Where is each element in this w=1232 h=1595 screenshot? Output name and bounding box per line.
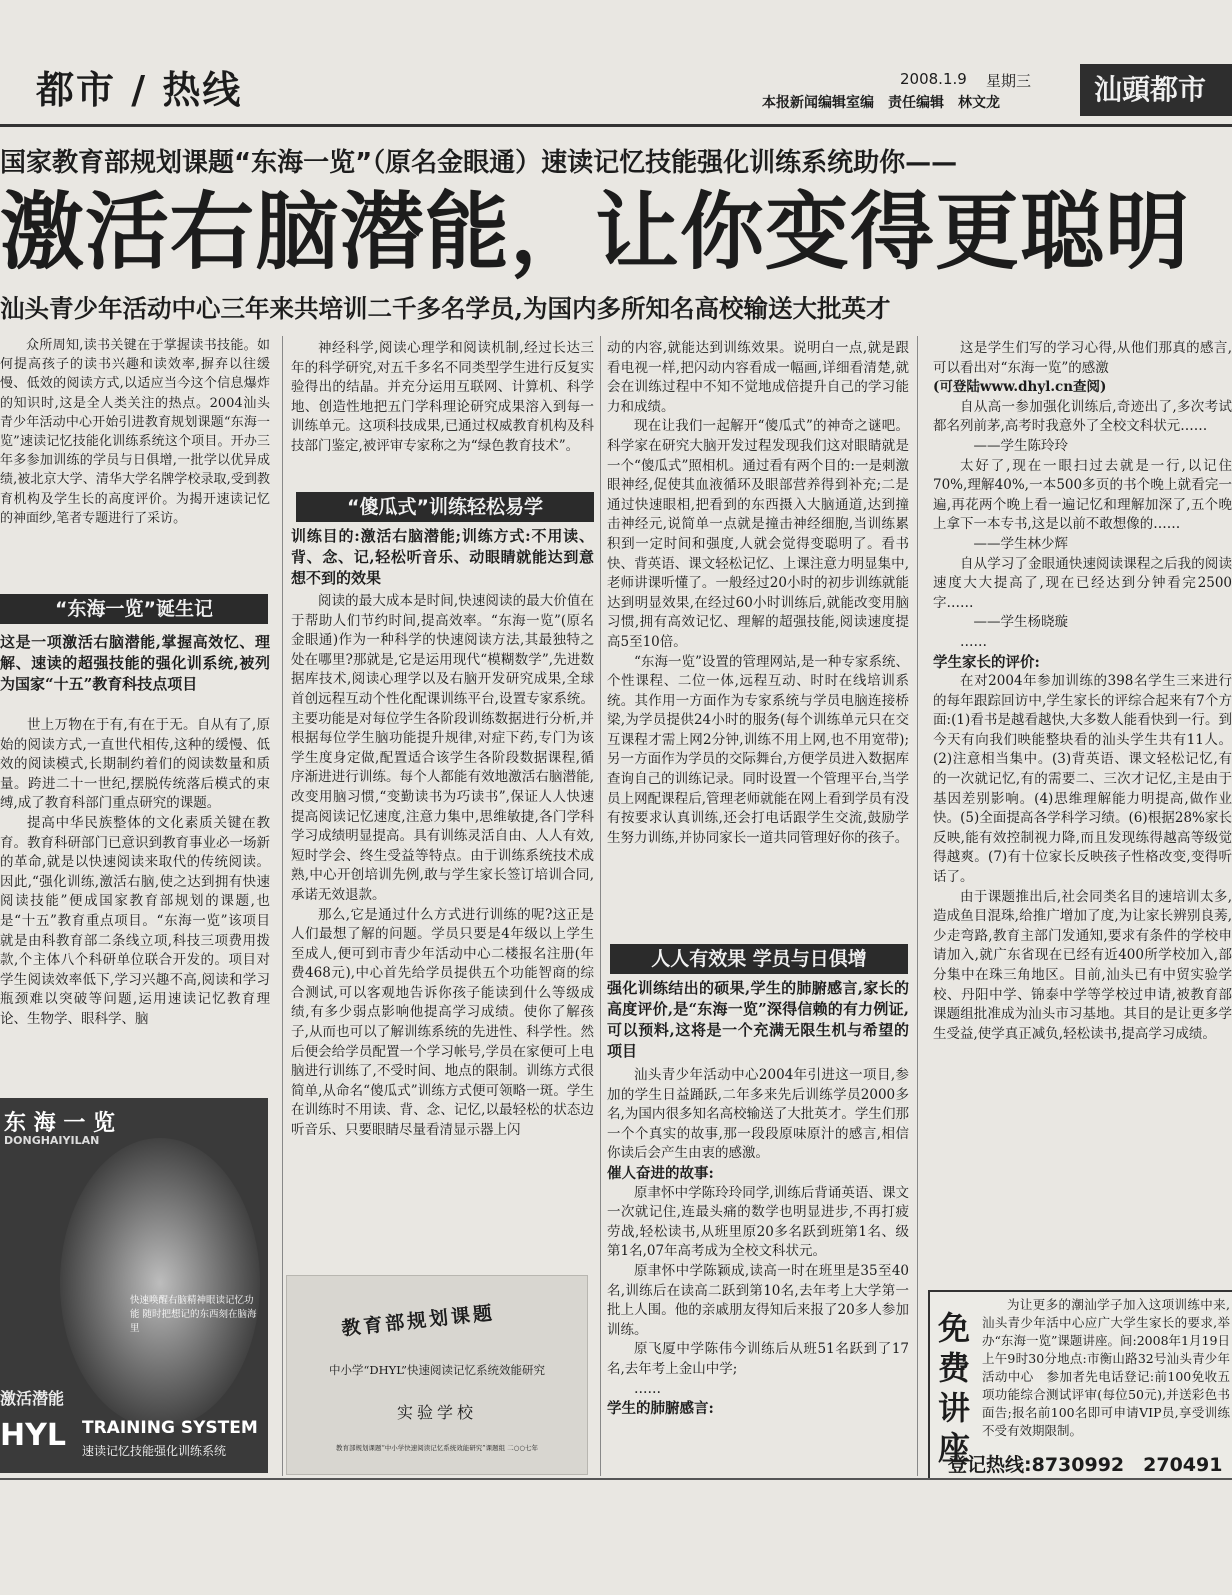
registration-hotline: 登记热线:8730992 270491 xyxy=(948,1454,1223,1476)
editor-line: 本报新闻编辑室编 责任编辑 林文龙 xyxy=(762,95,1000,111)
quote-1-signature: ——学生陈玲玲 xyxy=(973,437,1068,454)
training-system-ad xyxy=(0,1098,268,1473)
col2-body-top xyxy=(291,339,594,457)
quote-3: 自从学习了金眼通快速阅读课程之后我的阅读速度大大提高了,现在已经达到分钟看完2500字…… xyxy=(933,555,1232,611)
masthead xyxy=(0,60,1232,126)
cert-title: 教育部规划课题 xyxy=(340,1302,496,1340)
quote-2-signature: ——学生林少辉 xyxy=(973,535,1068,552)
free-lecture-text: 为让更多的潮汕学子加入这项训练中来,汕头青少年活中心应广大学生家长的要求,举办“东海一览”课题讲座。间:2008年1月19日上午9时30分地点:市衡山路32号汕头青少年活动中心 参加者先电话登记:前100免收五项功能综合测试评审(每位50元),并送彩色书面告;报名前100名即可申请VIP员,享受训练不受有效期限制。 xyxy=(982,1297,1230,1438)
story-2: 原聿怀中学陈颖成,读高一时在班里是35至40名,训练后在读高二跃到第10名,去年考上大学第一批上人围。他的亲戚朋友得知后来报了20多人参加训练。 xyxy=(607,1262,909,1338)
ad-subtitle: 速读记忆技能强化训练系统 xyxy=(82,1444,227,1458)
paper-name: 汕頭都市 xyxy=(1094,73,1207,106)
col1-divider xyxy=(282,336,283,1476)
section-title: 都市 / 热线 xyxy=(36,68,243,112)
story-1: 原聿怀中学陈玲玲同学,训练后背诵英语、课文一次就记住,连最头痛的数学也明显进步,不再打疲劳战,轻松读书,从班里原20多名跃到班第1名、级第1名,07年高考成为全校文科状元。 xyxy=(607,1184,909,1260)
col4-p1: 这是学生们写的学习心得,从他们那真的感言,可以看出对“东海一览”的感激 xyxy=(933,340,1232,376)
story-3: 原飞厦中学陈伟今训练后从班51名跃到了17名,去年考上金山中学; xyxy=(607,1341,909,1377)
col3-p1: 动的内容,就能达到训练效果。说明白一点,就是跟看电视一样,把闪动内容看成一幅画,详细看清楚,就会在训练过程中不知不觉地成倍提升自己的学习能力和成绩。 xyxy=(607,340,909,415)
col3-box-lead: 强化训练结出的硕果,学生的肺腑感言,家长的高度评价,是“东海一览”深得信赖的有力例证,可以预料,这将是一个充满无限生机与希望的项目 xyxy=(607,979,909,1060)
headline-kicker: 国家教育部规划课题“东海一览”（原名金眼通）速读记忆技能强化训练系统助你—— xyxy=(0,148,958,178)
col2-p1: 神经科学,阅读心理学和阅读机制,经过长达三年的科学研究,对五千多名不同类型学生进行反复实验得出的结晶。并充分运用互联网、计算机、科学地、创造性地把五门学科理论研究成果溶入到每一训练单元。这项科技成果,已通过权威教育机构及科技部门鉴定,被评审专家称之为“绿色教育技术”。 xyxy=(291,340,594,454)
quote-1: 自从高一参加强化训练后,奇迹出了,多次考试都名列前茅,高考时我意外了全校文科状元…… xyxy=(933,398,1232,435)
col3-box-title: 人人有效果 学员与日俱增 xyxy=(610,944,908,974)
col1-lead xyxy=(0,336,270,528)
story-dots: …… xyxy=(634,1380,661,1397)
ad-left-text: 激活潜能 xyxy=(0,1389,65,1408)
col2-box-title: “傻瓜式”训练轻松易学 xyxy=(296,492,594,522)
col1-p2: 提高中华民族整体的文化素质关键在教育。教育科研部门已意识到教育事业必一场新的革命,就是以快速阅读来取代的传统阅读。因此,“强化训练,激活右脑,使之达到拥有快速阅读技能”便成国家教育部规划的课题,也是“十五”教育重点项目。“东海一览”该项目就是由科教育部二条线立项,科技三项费用拨款,个主体八个科研单位联合开发的。项目对学生阅读效率低下,学习兴趣不高,阅读和学习瓶颈难以突破等问题,运用速读记忆教育理论、生物学、眼科学、脑 xyxy=(0,814,270,1027)
headline-main: 激活右脑潜能，让你变得更聪明 xyxy=(0,183,1191,281)
quote-3-signature: ——学生杨晓璇 xyxy=(973,614,1068,631)
col4-p2: 在对2004年参加训练的398名学生三来进行的每年跟踪回访中,学生家长的评综合起来有7个方面:(1)看书是越看越快,大多数人能看快到一行。到今天有向我们映能整块看的汕头学生共有11人。(2)注意相当集中。(3)背英语、课文轻松记忆,有的一次就记忆,有的需要二、三次才记忆,主是由于基因差别影响。(4)思维理解能力明提高,做作业快。(5)全面提高各学科学习绩。(6)根据28%家长反映,能有效控制视力降,而且发现练得越高等级觉得越爽。(7)有十位家长反映孩子性格改变,变得听话了。 xyxy=(933,673,1232,886)
col2-divider xyxy=(600,336,601,1476)
certificate-image xyxy=(286,1275,588,1475)
bottom-rule xyxy=(0,1478,1232,1480)
col1-box-lead: 这是一项激活右脑潜能,掌握高效忆、理解、速读的超强技能的强化训系统,被列为国家“十五”教育科技点项目 xyxy=(0,633,270,693)
ad-system: TRAINING SYSTEM xyxy=(82,1418,258,1438)
col3-divider xyxy=(917,336,918,1476)
col3-p4: 汕头青少年活动中心2004年引进这一项目,参加的学生日益踊跃,二年多来先后训练学员2000多名,为国内很多知名高校输送了大批英才。学生们那一个个真实的故事,那一段段原味原汁的感言,相信你读后会产生由衷的感激。 xyxy=(607,1067,909,1162)
col3-body-top xyxy=(607,339,909,848)
col2-box-lead: 训练目的:激活右脑潜能;训练方式:不用读、背、念、记,轻松听音乐、动眼睛就能达到意想不到的效果 xyxy=(291,527,594,587)
story-heading: 催人奋进的故事: xyxy=(607,1164,714,1182)
col3-p3: “东海一览”设置的管理网站,是一种专家系统、个性课程、二位一体,远程互动、时时在线培训系统。其作用一方面作为专家系统与学员电脑连接桥梁,为学员提供24小时的服务(每个训练单元只在交互课程才需上网2分钟,训练不用上网,也不用宽带);另一方面作为学员的交际舞台,方便学员进入数据库查询自己的训练记录。同时设置一个管理平台,当学员上网配课程后,管理老师就能在网上看到学员有没有按要求认真训练,还会打电话跟学生交流,鼓励学生努力训练,并协同家长一道共同管理好你的孩子。 xyxy=(607,653,909,846)
col2-body xyxy=(291,592,594,1141)
col4-p3: 由于课题推出后,社会同类名目的速培训太多,造成鱼目混珠,给推广增加了度,为让家长辨别良莠,少走弯路,教育主部门发通知,要求有条件的学校申请加入,就广东省现在已经有近400所学校加入,部分集中在珠三角地区。目前,汕头已有中贸实验学校、丹阳中学、锦泰中学等学校过申请,被教育部课题组批准成为汕头市习基地。其目的是让更多学生受益,使学真正减负,轻松读书,提高学习成绩。 xyxy=(933,888,1232,1042)
feedback-heading: 学生的肺腑感言: xyxy=(607,1400,714,1418)
ad-logo: HYL xyxy=(0,1418,66,1453)
col2-p2: 阅读的最大成本是时间,快速阅读的最大价值在于帮助人们节约时间,提高效率。“东海一览”(原名金眼通)作为一种科学的快速阅读方法,其最独特之处在哪里?那就是,它是运用现代“模糊数学”,先进数据库技术,阅读心理学以及右脑开发研究成果,全球首创远程互动个性化配课训练平台,设置专家系统。主要功能是对每位学生各阶段训练数据进行分析,并根据每位学生脑功能提升规律,对症下药,专门为该学生度身定做,配置适合该学生各阶段数据课程,循序渐进进行训练。每个人都能有效地激活右脑潜能,改变用脑习惯,“变勤读书为巧读书”,保证人人快速提高阅读记忆速度,注意力集中,思维敏捷,各门学科学习成绩明显提高。具有训练灵活自由、人人有效,短时学会、终生受益等特点。由于训练系统技术成熟,中心开创培训先例,敢与学生家长签订培训合同,承诺无效退款。 xyxy=(291,593,594,903)
ad-brand: 东 海 一 览 xyxy=(4,1111,115,1136)
col4-website: (可登陆www.dhyl.cn查阅) xyxy=(933,379,1107,396)
col2-p3: 那么,它是通过什么方式进行训练的呢?这正是人们最想了解的问题。学员只要是4年级以上学生至成人,便可到市青少年活动中心二楼报名注册(年费468元),中心首先给学员提供五个功能智商的综合测试,可以客观地告诉你孩子能读到什么等级成绩,有多少弱点影响他提高学习成绩。使你了解孩子,从而也可以了解训练系统的先进性、科学性。然后便会给学员配置一个学习帐号,学员在家便可上电脑进行训练了,不受时间、地点的限制。训练方式很简单,从命名“傻瓜式”训练方式便可领略一斑。学生在训练时不用读、背、念、记忆,以最轻松的状态边听音乐、只要眼睛尽量看清显示器上闪 xyxy=(291,906,594,1139)
ad-pinyin: DONGHAIYILAN xyxy=(4,1134,100,1147)
ad-caption: 快速唤醒右脑精神眼读记忆功能 随时把想记的东西刻在脑海里 xyxy=(130,1295,257,1334)
paper-name-box xyxy=(1080,64,1232,116)
col1-lead-text: 众所周知,读书关键在于掌握读书技能。如何提高孩子的读书兴趣和读效率,摒弃以往缓慢、低效的阅读方式,以适应当今这个信息爆炸的知识时,这是全人类关注的热点。2004汕头青少年活动中心开始引进教育规划课题“东海一览”速读记忆技能化训练系统这个项目。开办三年多参加训练的学员与日俱增,一批学以优异成绩,被北京大学、清华大学名牌学校录取,受到教育机构及学生长的高度评价。为揭开速读记忆的神面纱,笔者专题进行了采访。 xyxy=(0,338,270,526)
ad-figure-glow xyxy=(60,1138,260,1428)
issue-weekday: 星期三 xyxy=(986,72,1032,90)
col1-p1: 世上万物在于有,有在于无。自从有了,原始的阅读方式,一直世代相传,这种的缓慢、低效的阅读模式,长期制约着们的阅读数量和质量。跨进二十一世纪,摆脱传统落后模式的束缚,成了教育科部门重点研究的课题。 xyxy=(0,717,270,812)
issue-date: 2008.1.9 xyxy=(900,70,967,88)
col3-p2: 现在让我们一起解开“傻瓜式”的神奇之谜吧。科学家在研究大脑开发过程发现我们这对眼睛就是一个“傻瓜式”照相机。通过看有两个目的:一是刺激眼神经,促使其血液循环及眼部营养得到补充;二是通过快速眼相,把看到的东西摄入大脑通道,达到撞击神经元,说简单一点就是撞击神经细胞,当训练累积到一定时间和强度,人就会觉得变聪明了。看书快、背英语、课文轻松记忆、上课注意力明显集中,老师讲课听懂了。一般经过20小时的初步训练就能达到明显效果,在经过60小时训练后,就能改变用脑习惯,拥有高效记忆、理解的超强技能,阅读速度提高5至10倍。 xyxy=(607,418,909,650)
cert-school: 实验学校 xyxy=(396,1403,477,1422)
col4-body xyxy=(933,339,1232,1044)
cert-small: 教育部规划课题“中小学快速阅读记忆系统效能研究”课题组 二○○七年 xyxy=(335,1444,539,1452)
quote-dots: …… xyxy=(960,633,987,650)
col3-body xyxy=(607,1066,909,1419)
headline-sub: 汕头青少年活动中心三年来共培训二千多名学员,为国内多所知名高校输送大批英才 xyxy=(0,294,891,323)
free-lecture-title: 免费讲座 xyxy=(938,1309,971,1467)
col1-box-title: “东海一览”诞生记 xyxy=(0,594,268,624)
quote-2: 太好了,现在一眼扫过去就是一行,以记住70%,理解40%,一本500多页的书个晚上就看完一遍,再花两个晚上看一遍记忆和理解加深了,五个晚上拿下一本专书,这是以前不敢想像的…… xyxy=(933,457,1232,533)
parent-heading: 学生家长的评价: xyxy=(933,653,1040,671)
col1-body xyxy=(0,716,270,1030)
masthead-rule xyxy=(0,124,1232,127)
cert-line: 中小学“DHYL”快速阅读记忆系统效能研究 xyxy=(329,1363,545,1377)
